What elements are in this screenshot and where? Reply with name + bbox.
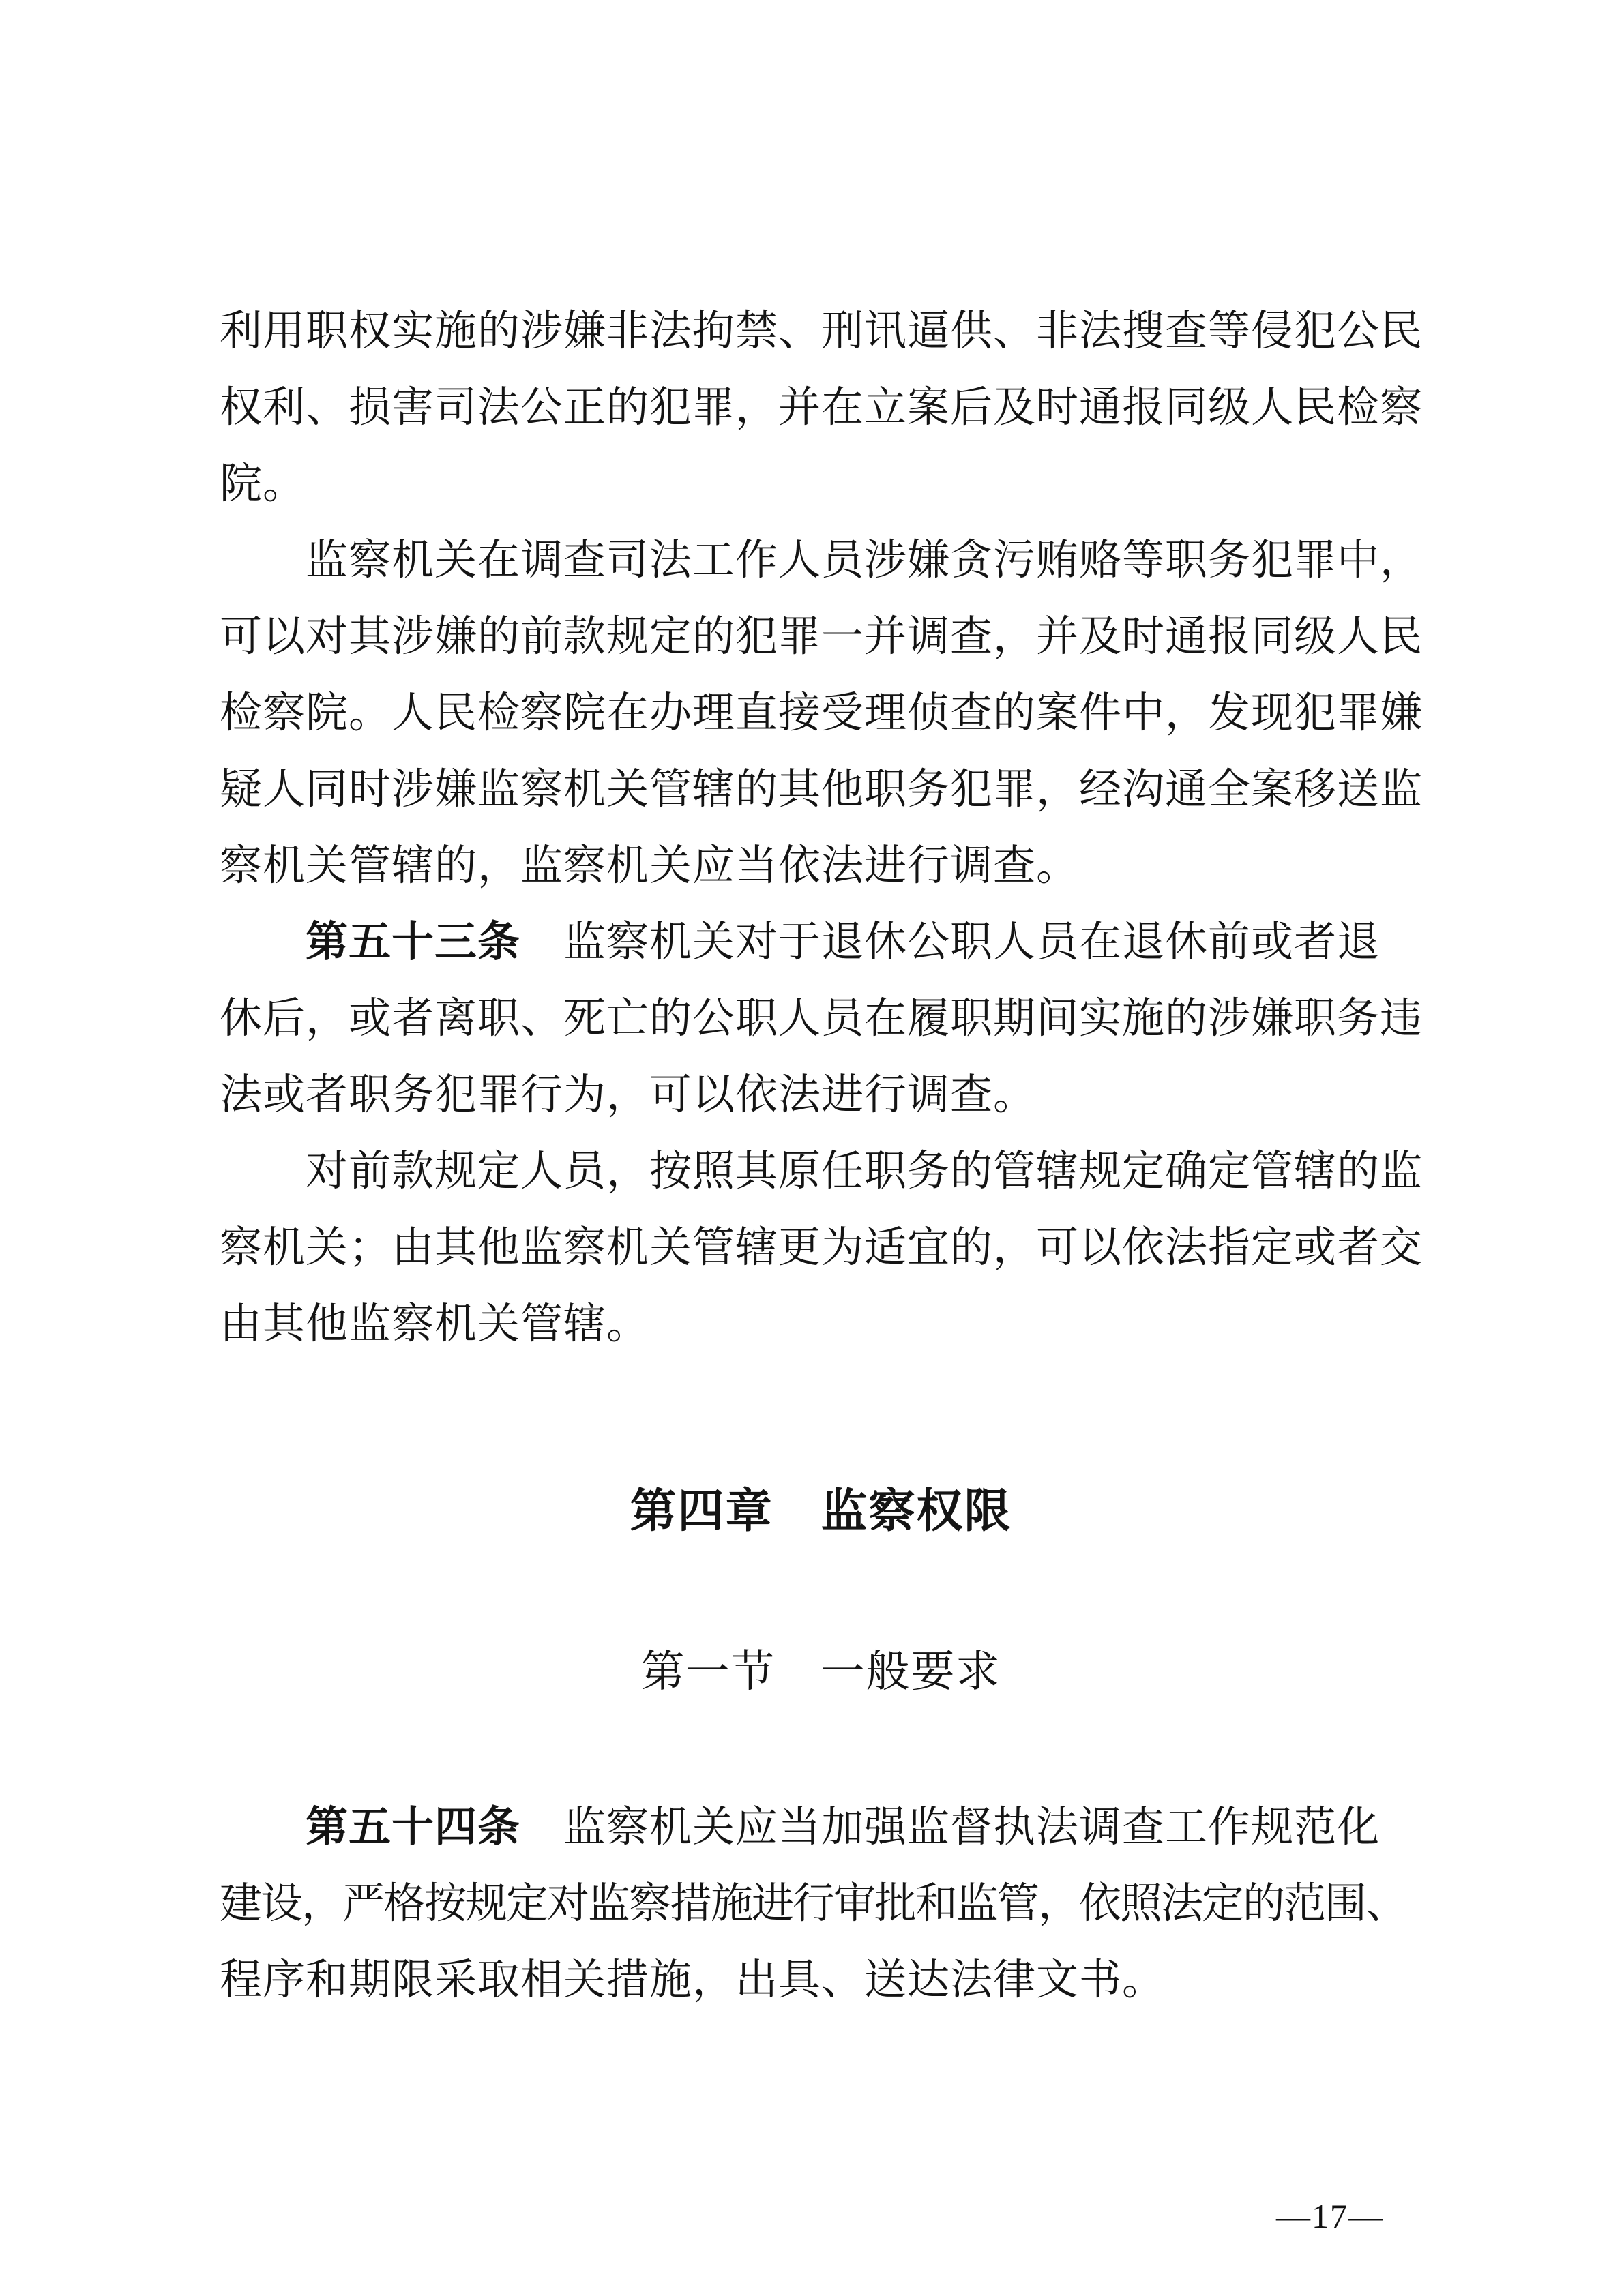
paragraph-line: 休后，或者离职、死亡的公职人员在履职期间实施的涉嫌职务违 <box>220 996 1423 1042</box>
paragraph-line: 程序和期限采取相关措施，出具、送达法律文书。 <box>220 1957 1166 2003</box>
article-53-number: 第五十三条 <box>306 919 521 966</box>
paragraph-line: 检察院。人民检察院在办理直接受理侦查的案件中，发现犯罪嫌 <box>220 690 1423 736</box>
paragraph-line: 疑人同时涉嫌监察机关管辖的其他职务犯罪，经沟通全案移送监 <box>220 766 1423 813</box>
paragraph-line: 建设，严格按规定对监察措施进行审批和监管，依照法定的范围、 <box>220 1881 1407 1927</box>
paragraph-line: 利用职权实施的涉嫌非法拘禁、刑讯逼供、非法搜查等侵犯公民 <box>220 308 1423 355</box>
paragraph-line: 由其他监察机关管辖。 <box>220 1301 650 1347</box>
paragraph-line: 法或者职务犯罪行为，可以依法进行调查。 <box>220 1072 1037 1118</box>
article-53-text: 监察机关对于退休公职人员在退休前或者退 <box>520 919 1381 966</box>
chapter-heading: 第四章 监察权限 <box>630 1485 1012 1537</box>
paragraph-line: 对前款规定人员，按照其原任职务的管辖规定确定管辖的监 <box>306 1148 1423 1195</box>
paragraph-line: 院。 <box>220 461 306 507</box>
paragraph-line: 监察机关在调查司法工作人员涉嫌贪污贿赂等职务犯罪中， <box>306 537 1423 584</box>
paragraph-line: 察机关；由其他监察机关管辖更为适宜的，可以依法指定或者交 <box>220 1225 1423 1271</box>
article-54-number: 第五十四条 <box>306 1804 521 1851</box>
article-53-first-line <box>220 904 1422 981</box>
page-number: —17— <box>1276 2197 1384 2235</box>
paragraph-line: 可以对其涉嫌的前款规定的犯罪一并调查，并及时通报同级人民 <box>220 614 1423 660</box>
article-54-text: 监察机关应当加强监督执法调查工作规范化 <box>520 1804 1381 1851</box>
paragraph-line: 权利、损害司法公正的犯罪，并在立案后及时通报同级人民检察 <box>220 385 1423 431</box>
section-heading: 第一节 一般要求 <box>640 1648 1001 1696</box>
paragraph-line: 察机关管辖的，监察机关应当依法进行调查。 <box>220 843 1080 889</box>
article-54-first-line <box>220 1789 1422 1866</box>
